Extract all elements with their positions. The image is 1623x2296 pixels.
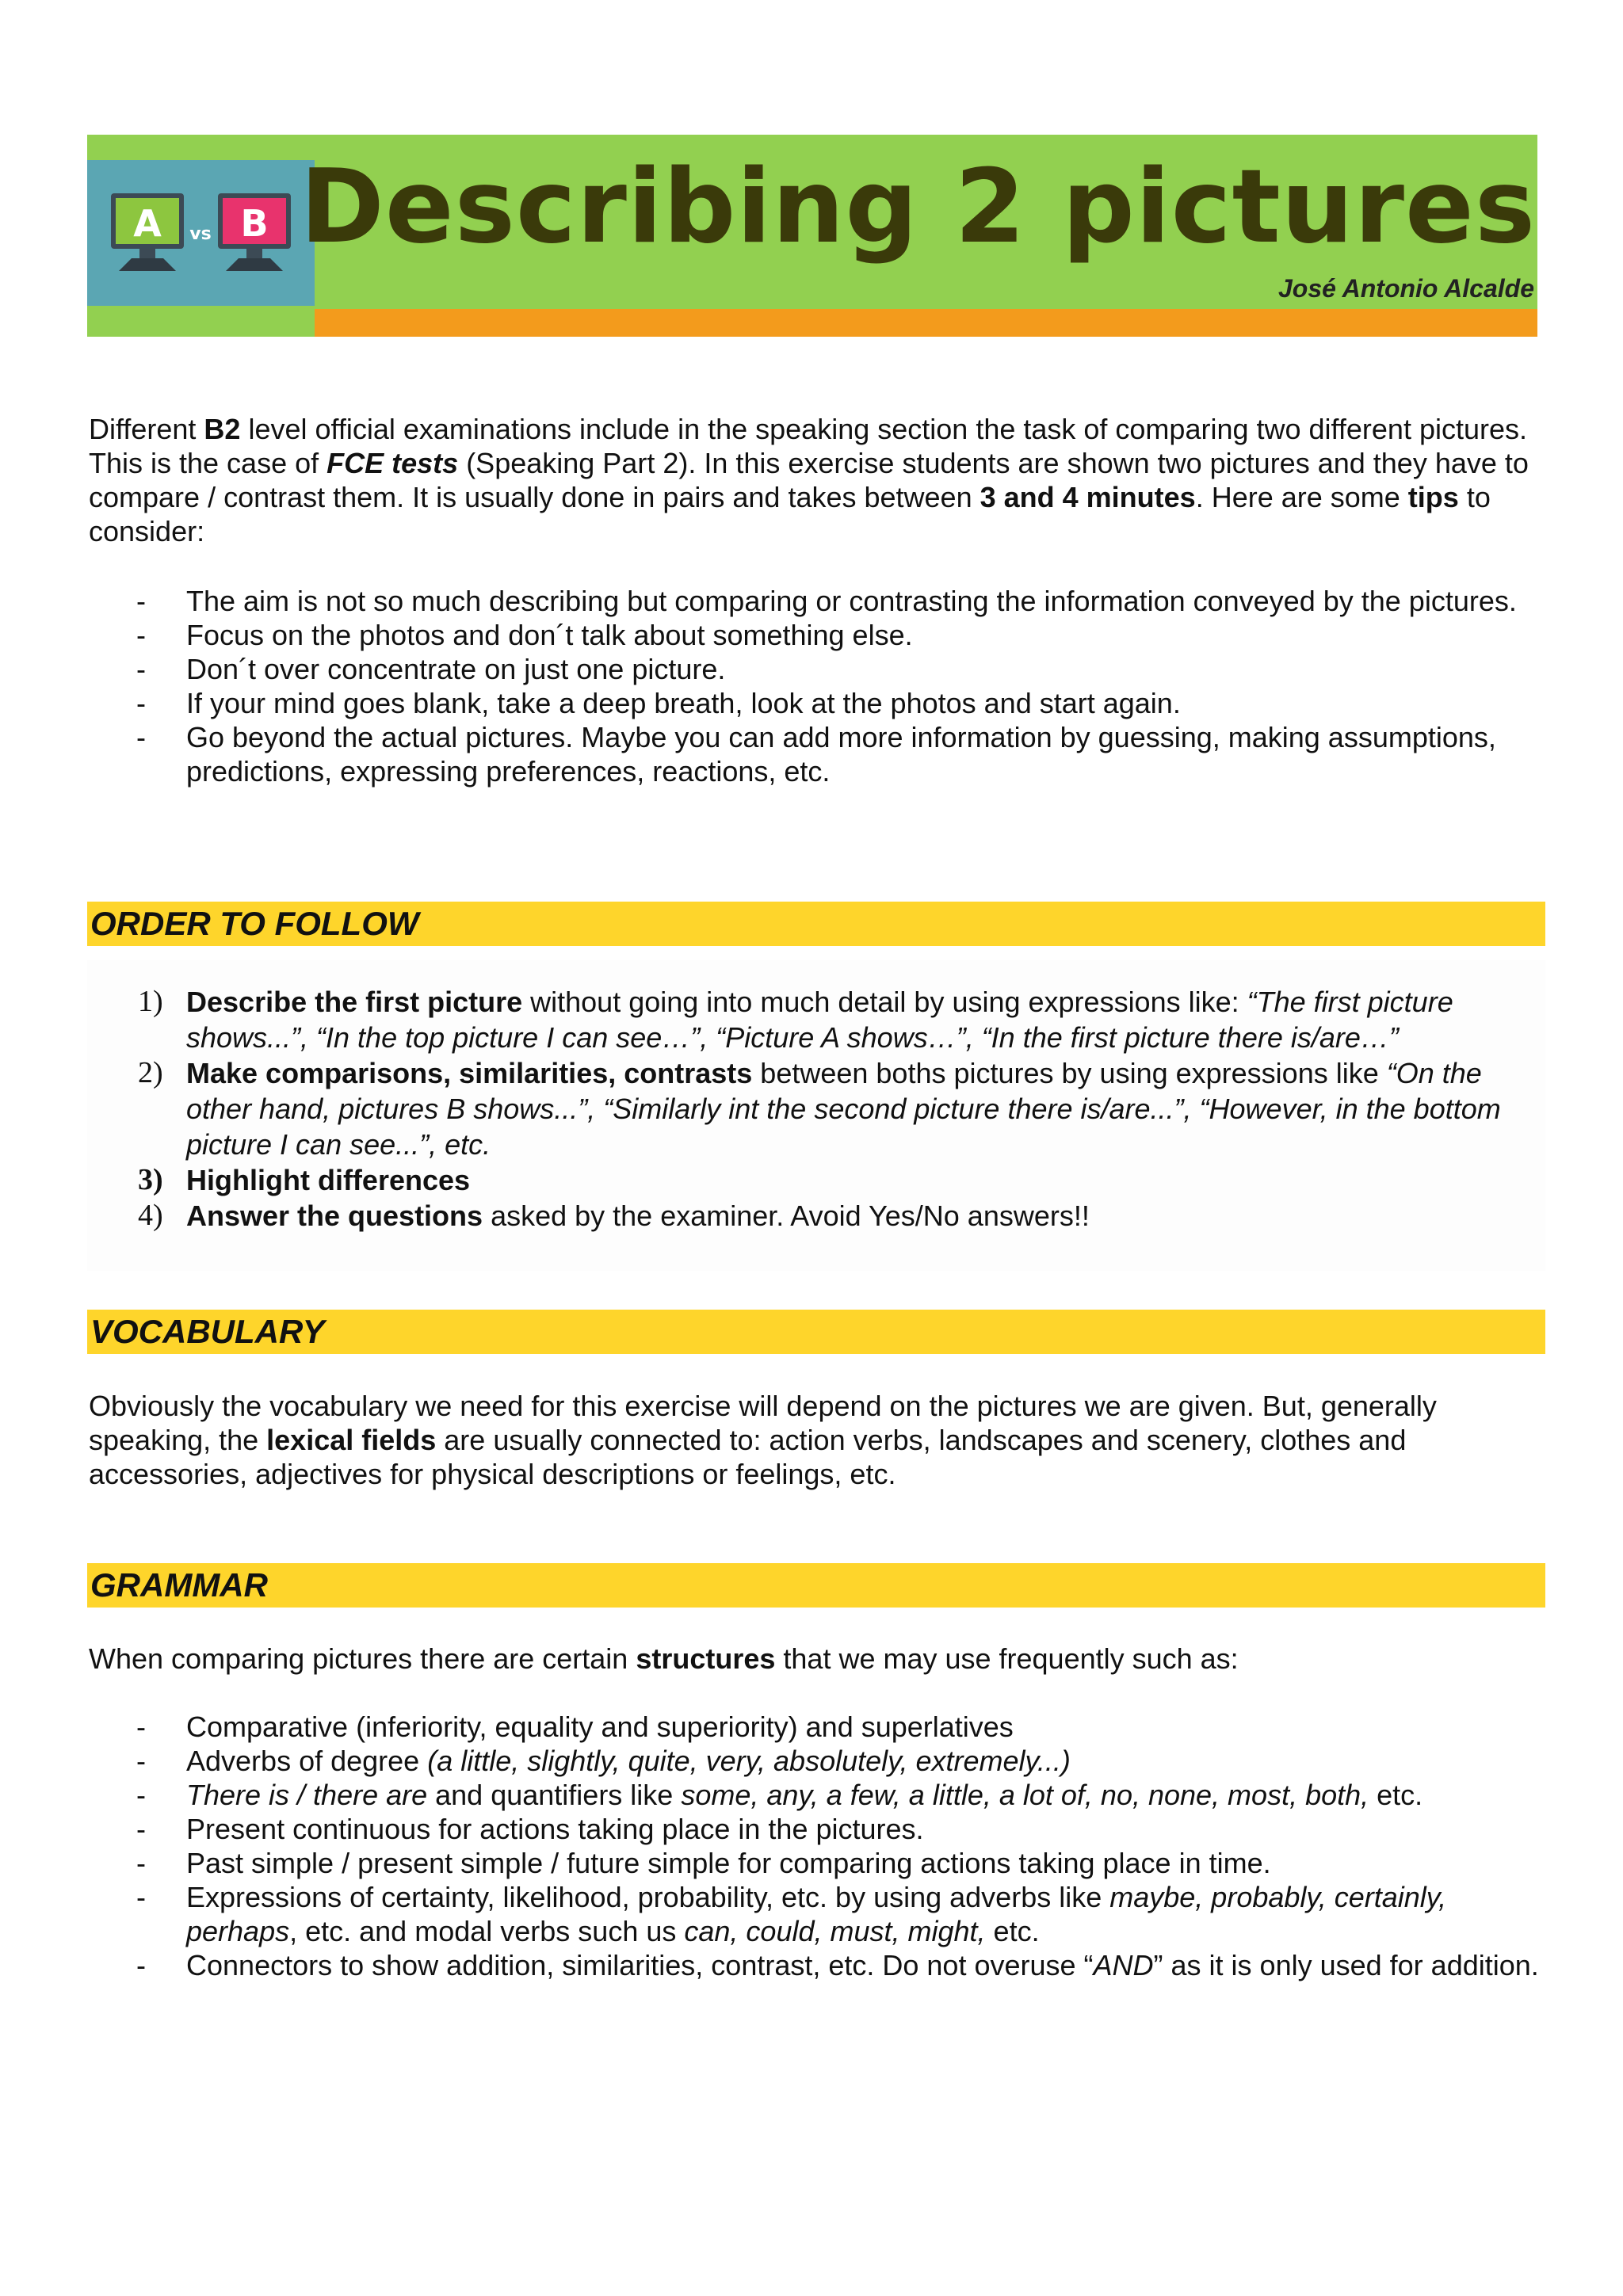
list-item: 3) Highlight differences bbox=[138, 1163, 471, 1196]
svg-text:B: B bbox=[240, 202, 269, 245]
svg-text:A: A bbox=[133, 202, 162, 245]
list-item: - The aim is not so much describing but comparing or contrasting the information conveyed by the pictures. bbox=[136, 585, 1517, 617]
list-item: - If your mind goes blank, take a deep breath, look at the photos and start again. bbox=[136, 687, 1181, 719]
grammar-paragraph: When comparing pictures there are certain structures that we may use frequently such as: bbox=[89, 1642, 1239, 1675]
author-name: José Antonio Alcalde bbox=[1277, 274, 1534, 303]
section-heading: ORDER TO FOLLOW bbox=[90, 905, 419, 942]
section-heading: GRAMMAR bbox=[90, 1566, 268, 1604]
list-item: - Past simple / present simple / future simple for comparing actions taking place in time. bbox=[136, 1847, 1271, 1879]
list-item: - Adverbs of degree (a little, slightly, quite, very, absolutely, extremely...) bbox=[136, 1745, 1071, 1777]
section-vocabulary bbox=[87, 1310, 1545, 1354]
section-grammar bbox=[87, 1563, 1545, 1608]
svg-text:vs: vs bbox=[189, 224, 212, 244]
monitors-icon bbox=[87, 160, 315, 306]
list-item: - Don´t over concentrate on just one picture. bbox=[136, 653, 726, 685]
list-item: - Expressions of certainty, likelihood, probability, etc. by using adverbs like maybe, probably, certainly, perhaps, etc. and modal verbs such us can, could, must, might, etc. bbox=[136, 1881, 1447, 1947]
list-item: 2) Make comparisons, similarities, contrasts between boths pictures by using expressions like “On the other hand, pictures B shows...”, “Similarly int the second picture there is/are...”, “However, in the bottom picture I can see...”, etc. bbox=[138, 1056, 1501, 1161]
header-banner bbox=[87, 135, 1537, 337]
grammar-list bbox=[89, 1710, 1539, 1982]
list-item: - Go beyond the actual pictures. Maybe you can add more information by guessing, making assumptions, predictions, expressing preferences, reactions, etc. bbox=[136, 721, 1496, 788]
list-item: - Comparative (inferiority, equality and superiority) and superlatives bbox=[136, 1711, 1014, 1743]
intro-paragraph: Different B2 level official examinations include in the speaking section the task of comparing two different pictures. This is the case of FCE tests (Speaking Part 2). In this exercise students are shown two pictures and they have to compare / contrast them. It is usually done in pairs and takes between 3 and 4 minutes. Here are some tips to consider: bbox=[89, 413, 1529, 547]
vocabulary-paragraph: Obviously the vocabulary we need for this exercise will depend on the pictures we are given. But, generally speaking, the lexical fields are usually connected to: action verbs, landscapes and scenery, clothes and accessories, adjectives for physical descriptions or feelings, etc. bbox=[89, 1390, 1437, 1490]
tips-list bbox=[89, 584, 1539, 788]
section-heading: VOCABULARY bbox=[90, 1313, 325, 1350]
page-title: Describing 2 pictures bbox=[300, 148, 1536, 266]
list-item: - Focus on the photos and don´t talk about something else. bbox=[136, 619, 913, 651]
a-vs-b-logo bbox=[87, 160, 315, 306]
list-item: 1) Describe the first picture without going into much detail by using expressions like: “The first picture shows...”, “In the top picture I can see…”, “Picture A shows…”, “In the first picture there is/are…” bbox=[138, 985, 1453, 1054]
orange-divider bbox=[315, 309, 1537, 337]
list-item: - Connectors to show addition, similarities, contrast, etc. Do not overuse “AND” as it is only used for addition. bbox=[136, 1949, 1539, 1981]
list-item: 4) Answer the questions asked by the examiner. Avoid Yes/No answers!! bbox=[138, 1199, 1090, 1232]
order-list bbox=[89, 984, 1539, 1234]
section-order bbox=[87, 902, 1545, 946]
list-item: - There is / there are and quantifiers like some, any, a few, a little, a lot of, no, none, most, both, etc. bbox=[136, 1779, 1423, 1811]
list-item: - Present continuous for actions taking place in the pictures. bbox=[136, 1813, 924, 1845]
